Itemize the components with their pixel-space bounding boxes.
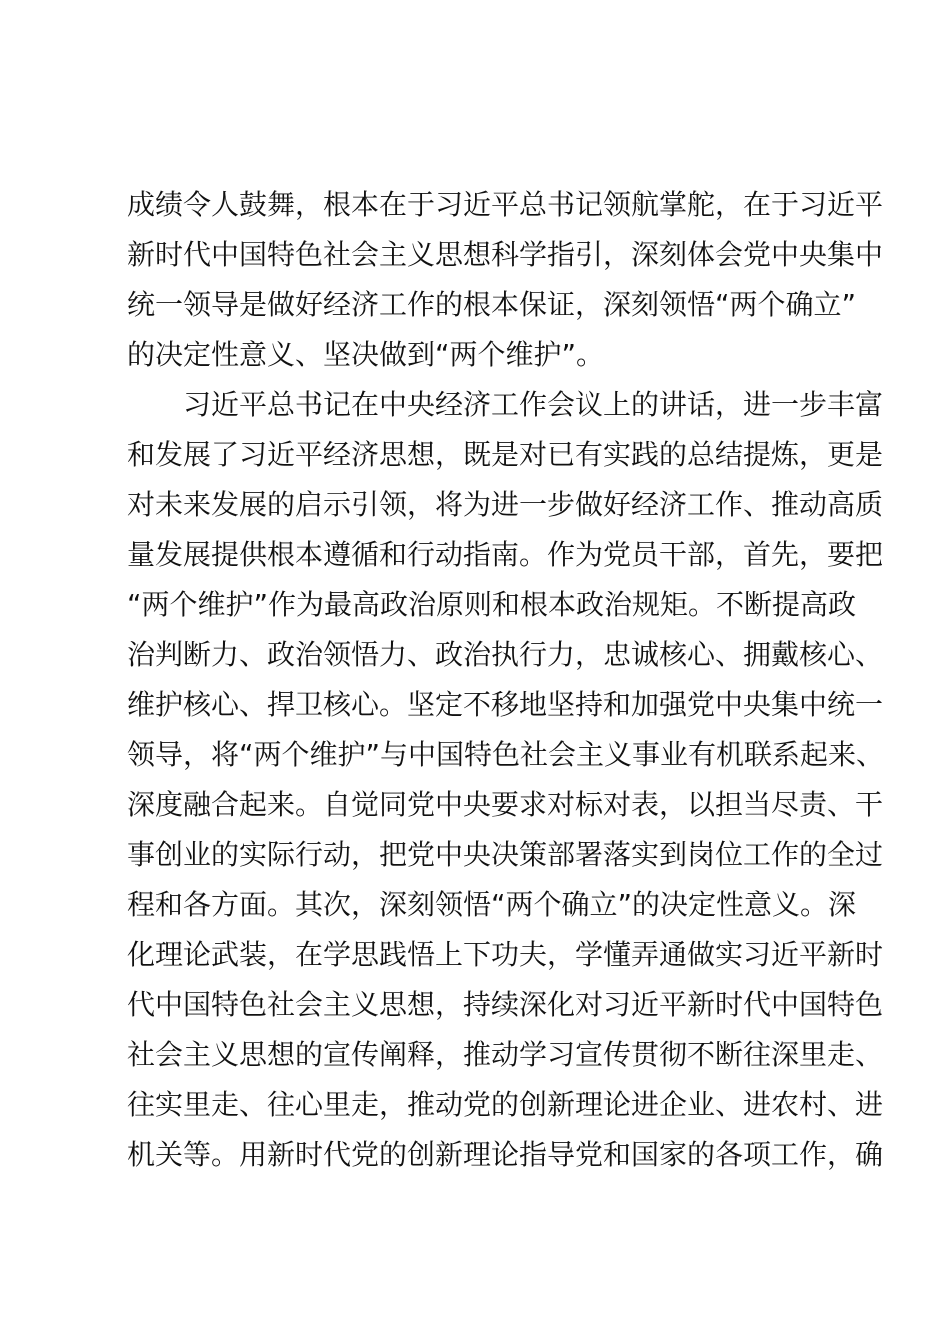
text-line: 事创业的实际行动，把党中央决策部署落实到岗位工作的全过 (127, 838, 884, 871)
text-line: 习近平总书记在中央经济工作会议上的讲话，进一步丰富 (127, 388, 884, 421)
paragraph-2 (127, 380, 885, 1180)
text-line: 量发展提供根本遵循和行动指南。作为党员干部，首先，要把 (127, 538, 884, 571)
text-line: “两个维护”作为最高政治原则和根本政治规矩。不断提高政 (127, 588, 857, 621)
text-line: 维护核心、捍卫核心。坚定不移地坚持和加强党中央集中统一 (127, 688, 884, 721)
text-line: 对未来发展的启示引领，将为进一步做好经济工作、推动高质 (127, 488, 884, 521)
text-line: 和发展了习近平经济思想，既是对已有实践的总结提炼，更是 (127, 438, 884, 471)
text-line: 机关等。用新时代党的创新理论指导党和国家的各项工作，确 (127, 1138, 884, 1171)
text-line: 代中国特色社会主义思想，持续深化对习近平新时代中国特色 (127, 988, 884, 1021)
paragraph-1 (127, 180, 884, 380)
text-line: 化理论武装，在学思践悟上下功夫，学懂弄通做实习近平新时 (127, 938, 884, 971)
text-line: 深度融合起来。自觉同党中央要求对标对表，以担当尽责、干 (127, 788, 884, 821)
text-line: 社会主义思想的宣传阐释，推动学习宣传贯彻不断往深里走、 (127, 1038, 884, 1071)
text-line: 的决定性意义、坚决做到“两个维护”。 (127, 338, 605, 371)
text-line: 领导，将“两个维护”与中国特色社会主义事业有机联系起来、 (127, 738, 885, 771)
text-line: 治判断力、政治领悟力、政治执行力，忠诚核心、拥戴核心、 (127, 638, 884, 671)
text-line: 往实里走、往心里走，推动党的创新理论进企业、进农村、进 (127, 1088, 884, 1121)
text-line: 新时代中国特色社会主义思想科学指引，深刻体会党中央集中 (127, 238, 884, 271)
text-line: 成绩令人鼓舞，根本在于习近平总书记领航掌舵，在于习近平 (127, 188, 884, 221)
text-line: 统一领导是做好经济工作的根本保证，深刻领悟“两个确立” (127, 288, 857, 321)
text-line: 程和各方面。其次，深刻领悟“两个确立”的决定性意义。深 (127, 888, 857, 921)
